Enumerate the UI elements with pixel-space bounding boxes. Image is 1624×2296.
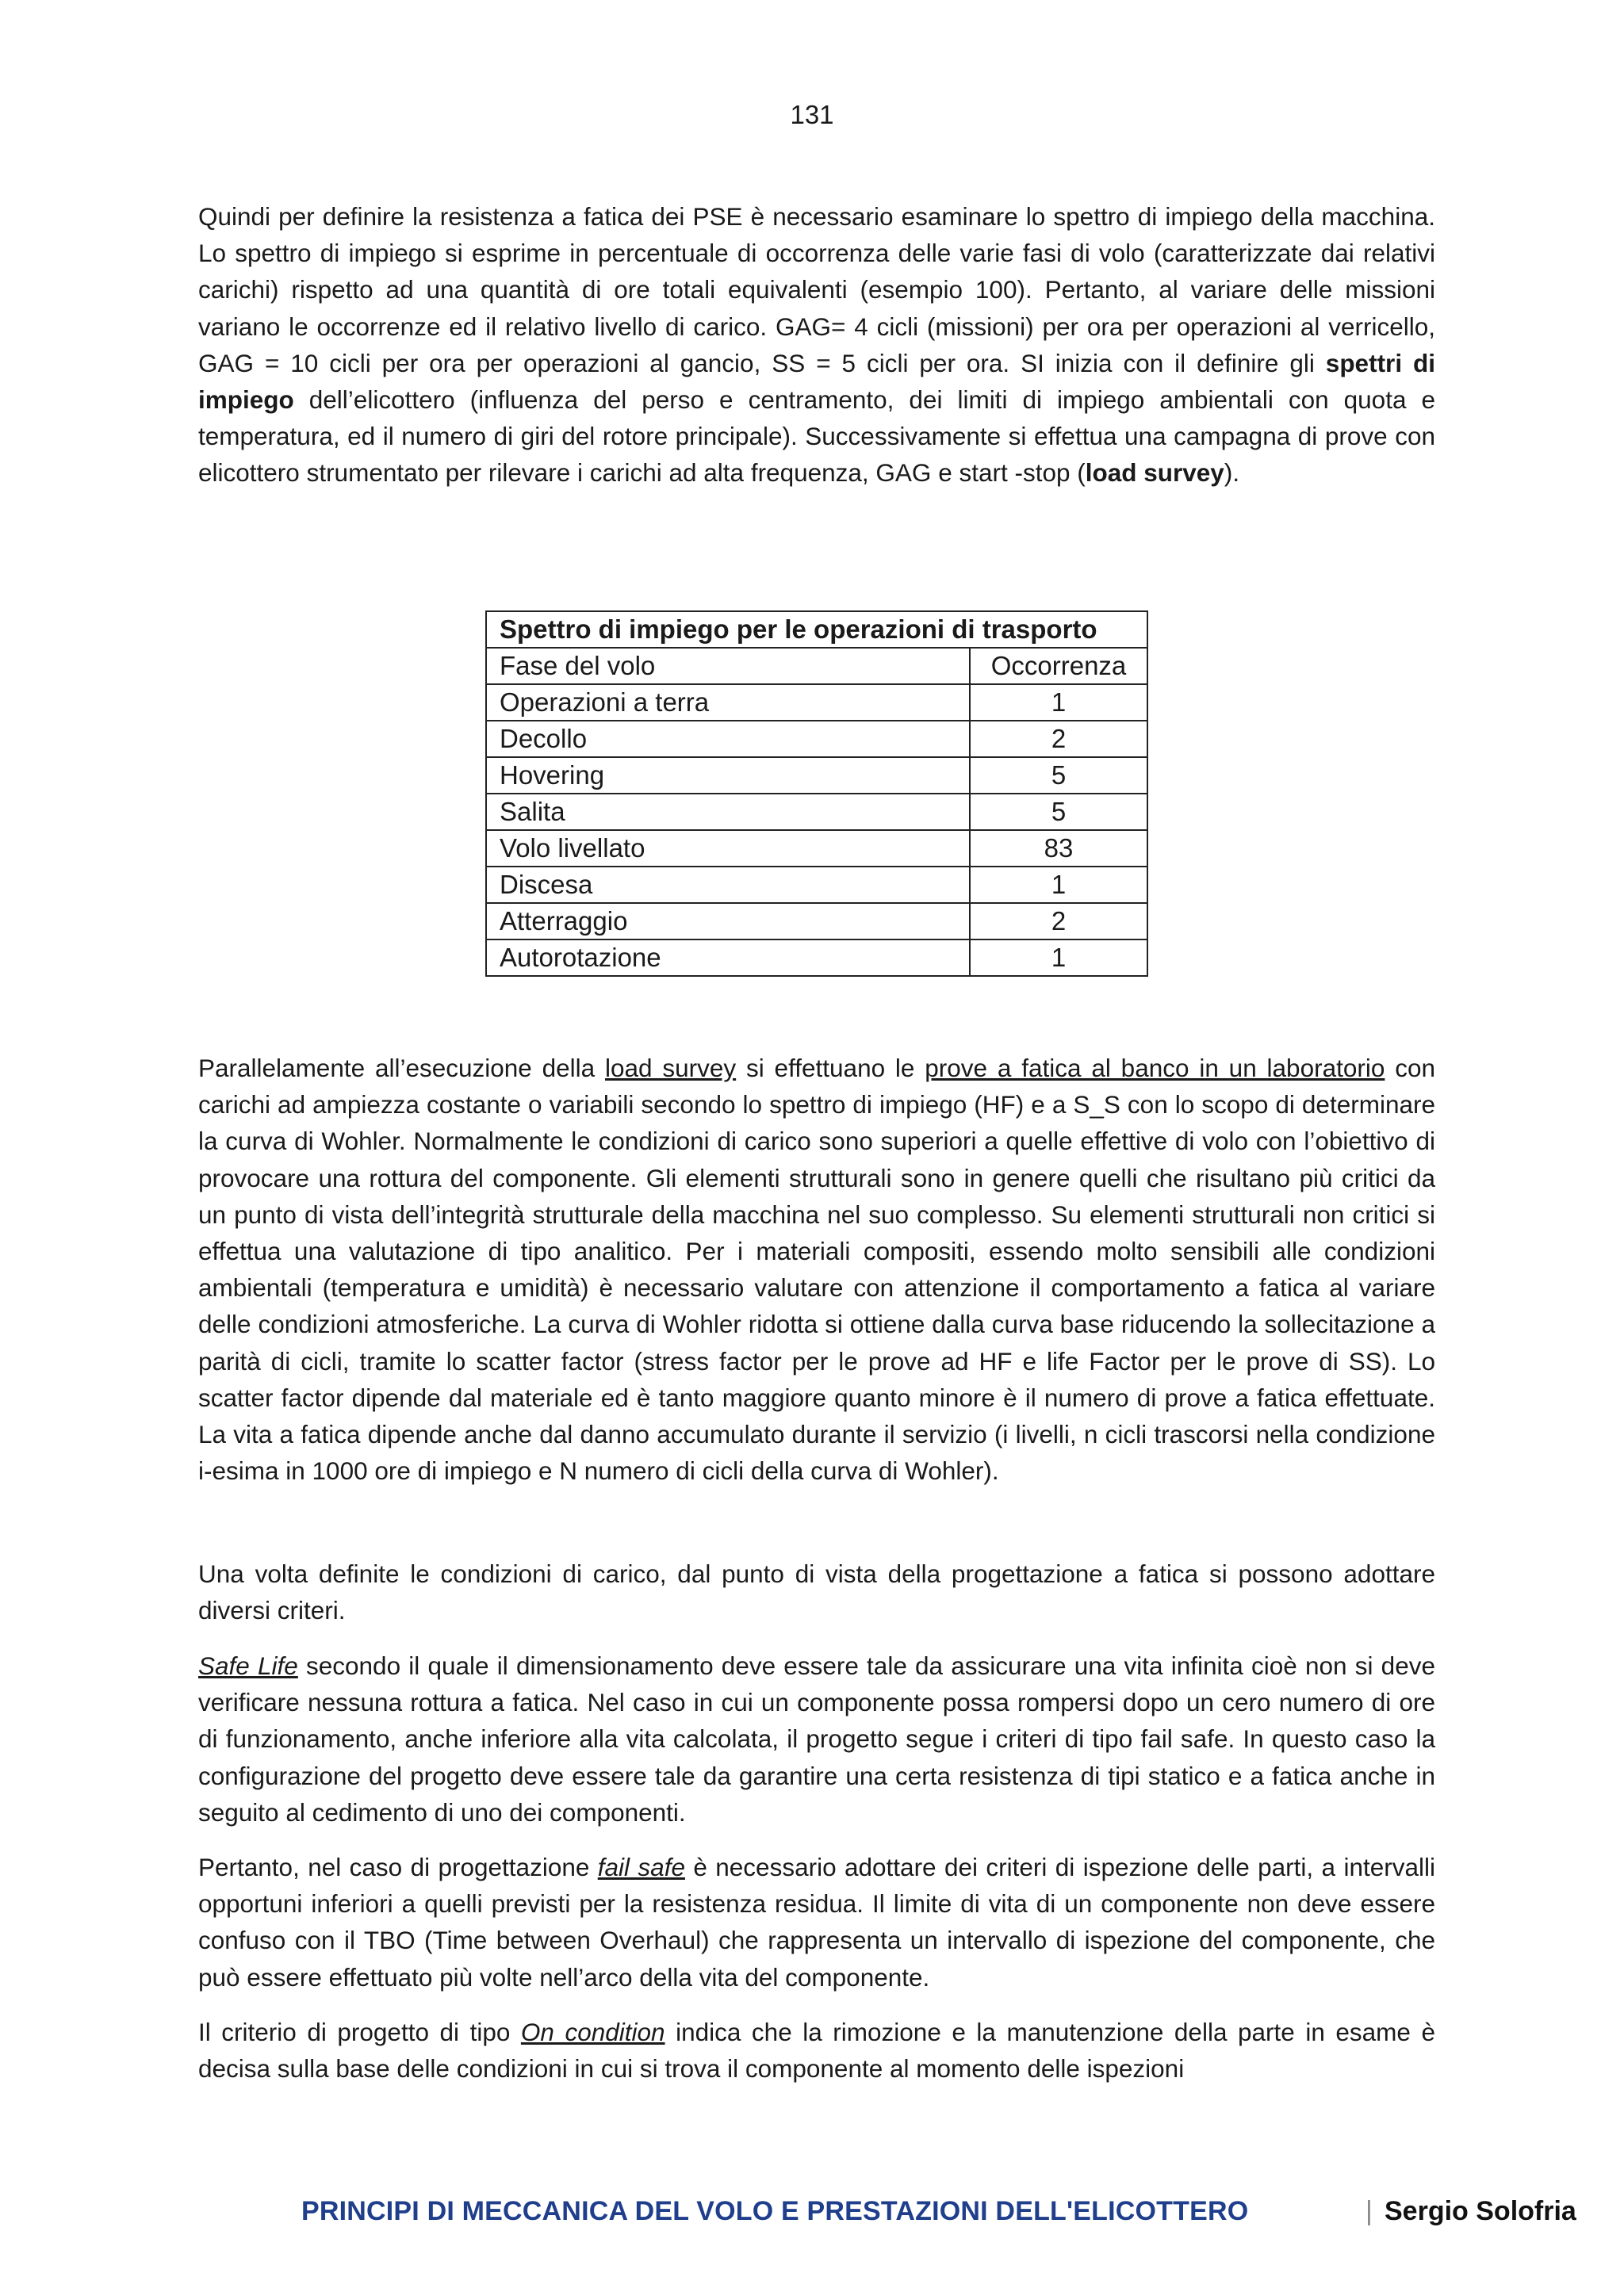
term-fail-safe: fail safe — [597, 1853, 685, 1881]
underlined-prove-a-fatica: prove a fatica al banco in un laboratorio — [925, 1054, 1385, 1082]
table-row: Autorotazione 1 — [486, 939, 1147, 976]
paragraph-fail-safe: Pertanto, nel caso di progettazione fail safe è necessario adottare dei criteri di ispezione delle parti, a intervalli opportuni inferiori a quelli previsti per la resistenza residua. Il limite di vita di un componente non deve essere confuso con il TBO (Time between Overhaul) che rappresenta un intervallo di ispezione del componente, che può essere effettuato più volte nell’arco della vita del componente. — [198, 1853, 1435, 1992]
paragraph-load-survey: Parallelamente all’esecuzione della load survey si effettuano le prove a fatica al banco in un laboratorio con carichi ad ampiezza costante o variabili secondo lo spettro di impiego (HF) e a S_S con lo scopo di determinare la curva di Wohler. Normalmente le condizioni di carico sono superiori a quelle effettive di volo con l’obiettivo di provocare una rottura del componente. Gli elementi strutturali sono in genere quelli che risultano più critici da un punto di vista dell’integrità strutturale della macchina nel suo complesso. Su elementi strutturali non critici si effettua una valutazione di tipo analitico. Per i materiali compositi, essendo molto sensibili alle condizioni ambientali (temperatura e umidità) è necessario valutare con attenzione il comportamento a fatica al variare delle condizioni atmosferiche. La curva di Wohler ridotta si ottiene dalla curva base riducendo la sollecitazione a parità di cicli, tramite lo scatter factor (stress factor per le prove ad HF e life Factor per le prove di SS). Lo scatter factor dipende dal materiale ed è tanto maggiore quanto minore è il numero di prove a fatica effettuate. La vita a fatica dipende anche dal danno accumulato durante il servizio (i livelli, n cicli trascorsi nella condizione i-esima in 1000 ore di impiego e N numero di cicli della curva di Wohler). — [198, 1054, 1435, 1486]
col-header-phase: Fase del volo — [486, 648, 970, 684]
table-row: Atterraggio 2 — [486, 903, 1147, 939]
paragraph-intro: Quindi per definire la resistenza a fatica dei PSE è necessario esaminare lo spettro di impiego della macchina. Lo spettro di impiego si esprime in percentuale di occorrenza delle varie fasi di volo (caratterizzate dai relativi carichi) rispetto ad una quantità di ore totali equivalenti (esempio 100). Pertanto, al variare delle missioni variano le occorrenze ed il relativo livello di carico. GAG= 4 cicli (missioni) per ora per operazioni al verricello, GAG = 10 cicli per ora per operazioni al gancio, SS = 5 cicli per ora. SI inizia con il definire gli spettri di impiego dell’elicottero (influenza del perso e centramento, dei limiti di impiego ambientali con quota e temperatura, ed il numero di giri del rotore principale). Successivamente si effettua una campagna di prove con elicottero strumentato per rilevare i carichi ad alta frequenza, GAG e start -stop (load survey). — [198, 202, 1435, 488]
table-row: Operazioni a terra 1 — [486, 684, 1147, 721]
paragraph-criteri: Una volta definite le condizioni di carico, dal punto di vista della progettazione a fatica si possono adottare diversi criteri. — [198, 1559, 1435, 1625]
table-row: Hovering 5 — [486, 757, 1147, 794]
bold-load-survey: load survey — [1085, 458, 1224, 488]
table-row: Volo livellato 83 — [486, 830, 1147, 867]
paragraph-safe-life: Safe Life secondo il quale il dimensionamento deve essere tale da assicurare una vita infinita cioè non si deve verificare nessuna rottura a fatica. Nel caso in cui un componente possa rompersi dopo un cero numero di ore di funzionamento, anche inferiore alla vita calcolata, il progetto segue i criteri di tipo fail safe. In questo caso la configurazione del progetto deve essere tale da garantire una certa resistenza di tipi statico e a fatica anche in seguito al cedimento di uno dei componenti. — [198, 1651, 1435, 1827]
table-title-row — [486, 611, 1147, 648]
term-safe-life: Safe Life — [198, 1651, 298, 1680]
underlined-load-survey: load survey — [605, 1054, 737, 1082]
table-row: Decollo 2 — [486, 721, 1147, 757]
term-on-condition: On condition — [520, 2018, 665, 2046]
footer-book-title: PRINCIPI DI MECCANICA DEL VOLO E PRESTAZIONI DELL'ELICOTTERO — [301, 2196, 1249, 2226]
page-number: 131 — [790, 100, 834, 129]
paragraph-on-condition: Il criterio di progetto di tipo On condition indica che la rimozione e la manutenzione della parte in esame è decisa sulla base delle condizioni in cui si trova il componente al momento delle ispezioni — [198, 2018, 1435, 2084]
spectrum-table — [485, 610, 1148, 977]
table-title: Spettro di impiego per le operazioni di trasporto — [486, 611, 1147, 648]
col-header-occurrence: Occorrenza — [970, 648, 1147, 684]
bold-spettri-di-impiego: spettri di impiego — [198, 348, 1435, 415]
table-row: Discesa 1 — [486, 867, 1147, 903]
footer-author: Sergio Solofria — [1385, 2196, 1576, 2226]
footer-separator: | — [1365, 2196, 1373, 2226]
table-row: Salita 5 — [486, 794, 1147, 830]
table-header-row — [486, 648, 1147, 684]
